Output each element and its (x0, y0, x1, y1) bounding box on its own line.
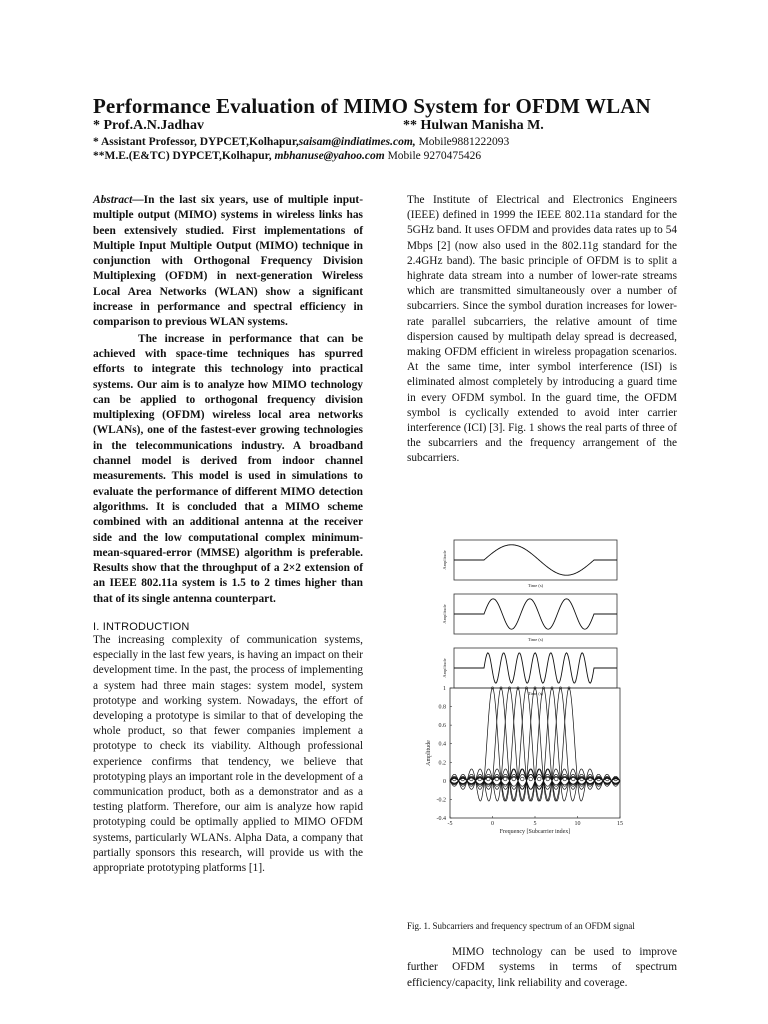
author-1: * Prof.A.N.Jadhav (93, 118, 204, 133)
figure-1 (407, 528, 677, 848)
subcarrier-plot-xlabel: Time (s) (527, 691, 544, 696)
zero-crossing-marker (563, 777, 567, 781)
abstract-label: Abstract (93, 194, 133, 206)
spectrum-xtick-label: 10 (574, 821, 581, 827)
author-1-mobile: Mobile9881222093 (415, 136, 510, 148)
spectrum-xtick-label: -5 (447, 821, 453, 827)
zero-crossing-marker (486, 777, 490, 781)
paper-title: Performance Evaluation of MIMO System for OFDM WLAN (93, 94, 651, 118)
subcarrier-plot-ylabel: Amplitude (442, 658, 447, 678)
spectrum-ytick-label: 1 (443, 686, 446, 692)
introduction-paragraph: The increasing complexity of communication systems, especially in the last few years, is having an impact on their development time. In the past, the process of implementing a system had three main stages: system model, system prototype and working system. Nowadays, the effort of developing a prototype is similar to that of developing the whole product, so that fewer companies implement a prototype to check its viability. Although professional experience confirms that tendency, we believe that prototyping plays an important role in the development of a communication product, both as a demonstrator and as a testing platform. Therefore, our aim is analyze how rapid prototyping could be optimally applied to MIMO OFDM systems, particularly WLANs. Alpha Data, a company that partially sponsors this research, will provide us with the appropriate prototyping platforms [1]. (93, 634, 363, 875)
spectrum-xlabel: Frequency [Subcarrier index] (499, 829, 571, 835)
spectrum-xtick-label: 5 (533, 821, 537, 827)
zero-crossing-marker (537, 777, 541, 781)
spectrum-xtick-label: 15 (617, 821, 623, 827)
subcarrier-plot-xlabel: Time (s) (527, 637, 544, 642)
zero-crossing-marker (520, 777, 524, 781)
mimo-paragraph: MIMO technology can be used to improve further OFDM systems in terms of spectrum efficiency/capacity, link reliability and coverage. (407, 946, 677, 989)
zero-crossing-marker (503, 777, 507, 781)
spectrum-plot-frame (450, 688, 620, 818)
affiliation-1 (93, 136, 733, 148)
figure-1-caption: Fig. 1. Subcarriers and frequency spectrum of an OFDM signal (407, 921, 635, 931)
subcarrier-waveform (454, 653, 617, 683)
subcarrier-plot-xlabel: Time (s) (527, 583, 544, 588)
spectrum-ytick-label: 0 (443, 778, 446, 785)
author-2: ** Hulwan Manisha M. (403, 118, 544, 133)
subcarrier-waveform (454, 545, 617, 575)
abstract-paragraph-2: The increase in performance that can be achieved with space-time techniques has spurred efforts to integrate this technology into practical systems. Our aim is to analyze how MIMO technology can be applied to orthogonal frequency division multiplexing (OFDM) wireless local area networks (WLANs), one of the fastest-ever growing technologies in the telecommunications industry. A broadband channel model is derived from indoor channel measurements. This model is used in simulations to evaluate the performance of different MIMO detection algorithms. It is concluded that a MIMO scheme combined with an additional antenna at the receiver side and the low computational complex minimum-mean-squared-error (MMSE) algorithm is preferable. Results show that the throughput of a 2×2 extension of an IEEE 802.11a system is 1.5 to 2 times higher than that of its single antenna counterpart. (93, 332, 363, 605)
subcarrier-waveform (454, 599, 617, 629)
right-column (407, 193, 677, 467)
zero-crossing-marker (571, 777, 575, 781)
author-2-email: mbhanuse@yahoo.com (274, 150, 385, 162)
zero-crossing-marker (529, 777, 533, 781)
affiliation-2-text: **M.E.(E&TC) DYPCET,Kolhapur, (93, 150, 275, 162)
zero-crossing-marker (495, 777, 499, 781)
spectrum-ytick-label: 0.2 (438, 760, 446, 767)
spectrum-ylabel: Amplitude (426, 740, 432, 766)
author-1-email: saisam@indiatimes.com, (298, 136, 416, 148)
spectrum-ytick-label: -0.2 (436, 797, 446, 804)
subcarrier-sinc-curve (450, 688, 620, 801)
zero-crossing-marker (546, 777, 550, 781)
spectrum-ytick-label: 0.4 (438, 741, 446, 748)
figure-1-svg (407, 528, 677, 848)
abstract-text-1: —In the last six years, use of multiple input-multiple output (MIMO) systems in wireless links has been extensively studied. First implementations of Multiple Input Multiple Output (MIMO) technique in conjunction with Orthogonal Frequency Division Multiplexing (OFDM) in next-generation Wireless Local Area Networks (WLAN) show a significant increase in performance and spectral efficiency in comparison to previous WLAN systems. (93, 194, 363, 329)
left-column (93, 193, 363, 876)
spectrum-xtick-label: 0 (491, 821, 494, 827)
spectrum-ytick-label: -0.4 (436, 816, 446, 822)
affiliation-2 (93, 150, 733, 162)
author-line (93, 118, 733, 136)
abstract-paragraph-1 (93, 193, 363, 331)
spectrum-ytick-label: 0.8 (438, 704, 446, 711)
subcarrier-plot-ylabel: Amplitude (442, 604, 447, 624)
ofdm-paragraph: The Institute of Electrical and Electronics Engineers (IEEE) defined in 1999 the IEEE 802.11a standard for the 5GHz band. It uses OFDM and provides data rates up to 54 Mbps [2] (now also used in the 802.11g standard for the 2.4GHz band). The basic principle of OFDM is to split a highrate data stream into a number of lower-rate streams which are transmitted simultaneously over a number of subcarriers. Since the symbol duration increases for lower-rate parallel subcarriers, the relative amount of time dispersion caused by multipath delay spread is decreased, making OFDM efficient in wireless propagation scenarios. At the same time, inter symbol interference (ISI) is eliminated almost completely by introducing a guard time in every OFDM symbol. In the guard time, the OFDM symbol is cyclically extended to avoid inter carrier interference (ICI) [3]. Fig. 1 shows the real parts of three of the subcarriers and the frequency arrangement of the subcarriers. (407, 194, 677, 465)
subcarrier-plot-ylabel: Amplitude (442, 550, 447, 570)
introduction-heading: I. INTRODUCTION (93, 621, 190, 634)
author-2-mobile: Mobile 9270475426 (384, 150, 482, 162)
affiliation-1-text: * Assistant Professor, DYPCET,Kolhapur, (93, 136, 299, 148)
spectrum-ytick-label: 0.6 (438, 723, 446, 730)
zero-crossing-marker (554, 777, 558, 781)
zero-crossing-marker (512, 777, 516, 781)
